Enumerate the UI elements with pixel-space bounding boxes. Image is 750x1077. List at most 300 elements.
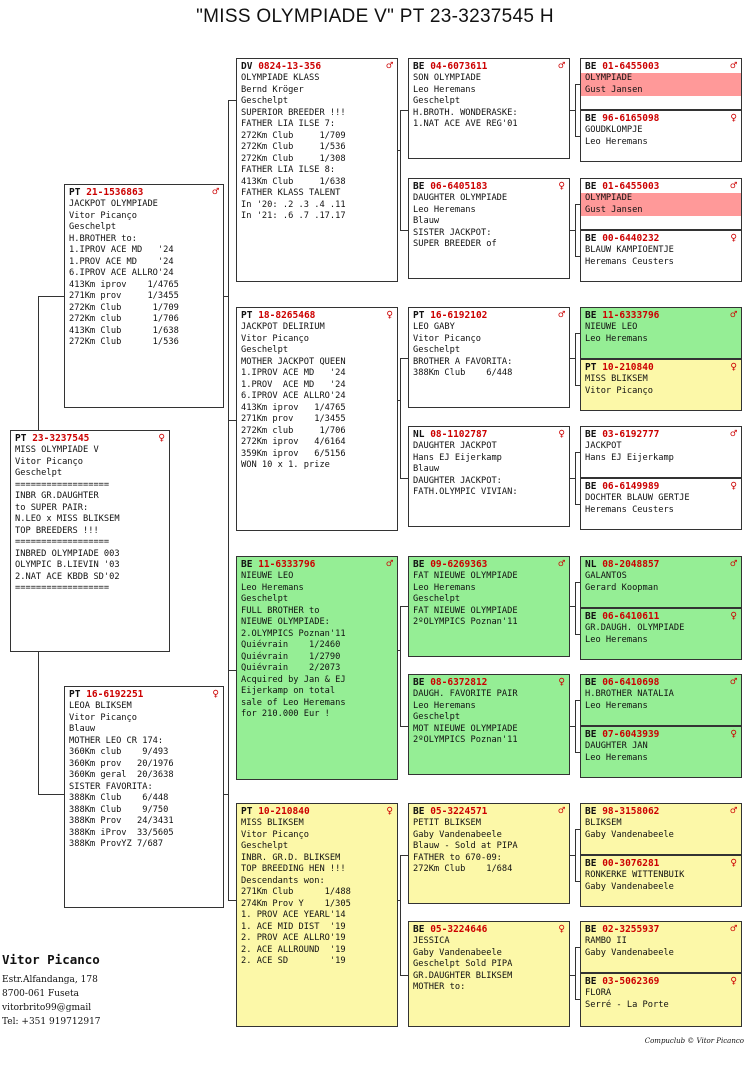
country-code: BE: [413, 805, 425, 817]
ring-number: [585, 806, 659, 817]
country-code: BE: [241, 558, 253, 570]
pigeon-name: LEO GABY: [413, 322, 455, 332]
pigeon-header: [585, 309, 737, 321]
connector-line: [570, 975, 575, 976]
connector-line: [228, 420, 236, 421]
female-icon: ♀: [558, 427, 565, 440]
ring-id: 23-3237545: [32, 432, 90, 444]
pigeon-info-line: SUPER BREEDER of: [413, 239, 497, 249]
connector-line: [228, 100, 229, 680]
pigeon-info-line: Leo Heremans: [413, 84, 476, 95]
pigeon-info-line: Eijerkamp on total: [241, 686, 336, 696]
pigeon-info-line: Bernd Kröger: [241, 84, 304, 95]
ring-number: [15, 433, 89, 444]
pigeon-info-line: 388Km Prov 24/3431: [69, 816, 174, 826]
pigeon-info-line: 272Km iprov 4/6164: [241, 437, 346, 447]
pigeon-info-line: 272Km Club 1/308: [241, 153, 346, 164]
connector-line: [38, 296, 64, 297]
pigeon-card-p23: [580, 478, 742, 530]
pigeon-info-line: Vitor Picanço: [413, 333, 481, 344]
connector-line: [570, 358, 575, 359]
pigeon-header: [413, 805, 565, 817]
ring-id: 05-3224571: [430, 805, 488, 817]
pigeon-name: RAMBO II: [585, 936, 627, 946]
pigeon-name: NIEUWE LEO: [241, 571, 294, 581]
connector-line: [400, 855, 408, 856]
connector-line: [575, 634, 580, 635]
pigeon-info-line: 274Km Prov Y 1/305: [241, 898, 351, 909]
pigeon-card-p10: [408, 307, 570, 408]
pigeon-name: OLYMPIADE: [581, 193, 741, 205]
pigeon-info-line: Leo Heremans: [585, 136, 648, 147]
pigeon-info-line: 1.IPROV ACE MD '24: [69, 245, 174, 255]
connector-line: [398, 650, 400, 651]
connector-line: [400, 358, 401, 478]
pigeon-info-line: 388Km Club 6/448: [69, 793, 169, 803]
connector-line: [575, 999, 580, 1000]
pigeon-info-line: Quiévrain 2/2073: [241, 663, 341, 673]
ring-id: 18-8265468: [258, 309, 316, 321]
pigeon-name: JESSICA: [413, 936, 450, 946]
ring-number: [69, 187, 143, 198]
connector-line: [400, 975, 408, 976]
male-icon: ♂: [558, 59, 565, 72]
country-code: BE: [585, 60, 597, 72]
female-icon: ♀: [730, 609, 737, 622]
pigeon-info-line: 1.NAT ACE AVE REG'01: [413, 119, 518, 129]
pigeon-info-line: 413Km Club 1/638: [241, 176, 346, 187]
pigeon-info-line: Hans EJ Eijerkamp: [585, 452, 674, 463]
connector-line: [575, 136, 580, 137]
pigeon-header: [585, 112, 737, 124]
connector-line: [224, 296, 228, 297]
connector-line: [400, 478, 408, 479]
connector-line: [400, 230, 408, 231]
connector-line: [575, 256, 580, 257]
female-icon: ♀: [212, 687, 219, 700]
pigeon-header: [241, 60, 393, 72]
pigeon-info-line: 388Km Club 9/750: [69, 804, 169, 815]
pigeon-header: [585, 558, 737, 570]
connector-line: [398, 900, 400, 901]
country-code: BE: [413, 923, 425, 935]
country-code: BE: [413, 60, 425, 72]
connector-line: [575, 204, 580, 205]
pigeon-card-p2: [64, 184, 224, 408]
pigeon-card-p11: [408, 426, 570, 527]
pigeon-card-p6: [236, 556, 398, 780]
connector-line: [575, 881, 580, 882]
pigeon-info-line: Leo Heremans: [413, 700, 476, 711]
credit-text: Compuclub © Vitor Picanco: [644, 1037, 744, 1045]
connector-line: [400, 110, 401, 230]
pigeon-info-line: MOTHER to:: [413, 982, 466, 992]
connector-line: [575, 947, 576, 999]
male-icon: ♂: [212, 185, 219, 198]
ring-id: 16-6192251: [86, 688, 144, 700]
pigeon-card-p4: [236, 58, 398, 282]
country-code: BE: [413, 676, 425, 688]
ring-id: 11-6333796: [602, 309, 660, 321]
pigeon-card-p20: [580, 307, 742, 359]
male-icon: ♂: [386, 59, 393, 72]
connector-line: [228, 670, 236, 671]
pigeon-header: [585, 232, 737, 244]
pigeon-name: JACKPOT: [585, 441, 622, 451]
pigeon-info-line: 272Km Club 1/684: [413, 864, 513, 874]
pigeon-info-line: Vitor Picanço: [585, 385, 653, 396]
pigeon-info-line: Geschelpt Sold PIPA: [413, 959, 513, 969]
country-code: BE: [585, 180, 597, 192]
country-code: PT: [241, 309, 253, 321]
ring-number: [413, 806, 487, 817]
ring-number: [413, 310, 487, 321]
ring-number: [241, 806, 310, 817]
pigeon-info-line: ==================: [15, 583, 110, 593]
pigeon-info-line: Descendants won:: [241, 875, 325, 886]
pigeon-info-line: INBR. GR.D. BLIKSEM: [241, 852, 341, 863]
pigeon-info-line: INBR GR.DAUGHTER: [15, 491, 99, 501]
country-code: BE: [585, 610, 597, 622]
pigeon-header: [585, 60, 737, 72]
pigeon-info-line: FATHER LIA ILSE 8:: [241, 165, 336, 175]
ring-id: 00-6440232: [602, 232, 660, 244]
pigeon-name: BLAUW KAMPIOENTJE: [585, 245, 674, 255]
pigeon-info-line: sale of Leo Heremans: [241, 697, 346, 708]
pigeon-header: [585, 728, 737, 740]
pigeon-info-line: Gust Jansen: [581, 85, 741, 97]
pigeon-card-p21: [580, 359, 742, 411]
male-icon: ♂: [730, 59, 737, 72]
female-icon: ♀: [558, 675, 565, 688]
country-code: BE: [413, 180, 425, 192]
country-code: BE: [585, 923, 597, 935]
pigeon-info-line: FATHER LIA ILSE 7:: [241, 119, 336, 129]
pigeon-info-line: Geschelpt: [241, 96, 289, 106]
page-title: "MISS OLYMPIADE V" PT 23-3237545 H: [196, 6, 554, 27]
pigeon-header: [241, 805, 393, 817]
pigeon-info-line: Quiévrain 1/2460: [241, 640, 341, 650]
pigeon-header: [413, 676, 565, 688]
pigeon-name: OLYMPIADE: [581, 73, 741, 85]
ring-number: [585, 924, 659, 935]
connector-line: [575, 582, 576, 634]
ring-id: 08-1102787: [430, 428, 488, 440]
ring-number: [413, 61, 487, 72]
pigeon-header: [413, 428, 565, 440]
connector-line: [575, 752, 580, 753]
pigeon-info-line: 1.PROV ACE MD '24: [69, 256, 174, 267]
ring-number: [585, 113, 659, 124]
country-code: BE: [585, 428, 597, 440]
pigeon-info-line: In '21: .6 .7 .17.17: [241, 211, 346, 221]
ring-number: [241, 559, 315, 570]
pigeon-header: [585, 676, 737, 688]
ring-number: [585, 858, 659, 869]
pigeon-name: FLORA: [585, 988, 612, 998]
connector-line: [575, 829, 580, 830]
pigeon-name: MISS BLIKSEM: [241, 818, 304, 828]
ring-id: 06-6410698: [602, 676, 660, 688]
female-icon: ♀: [730, 231, 737, 244]
pigeon-info-line: 2. ACE SD '19: [241, 956, 346, 966]
connector-line: [570, 606, 575, 607]
pigeon-name: DAUGHTER JACKPOT: [413, 441, 497, 451]
ring-number: [585, 310, 659, 321]
connector-line: [575, 452, 580, 453]
pigeon-card-p25: [580, 608, 742, 660]
pigeon-header: [241, 558, 393, 570]
ring-id: 04-6073611: [430, 60, 488, 72]
pigeon-info-line: Geschelpt: [413, 345, 461, 355]
country-code: BE: [585, 805, 597, 817]
pigeon-info-line: Vitor Picanço: [241, 333, 309, 344]
pigeon-info-line: FATHER KLASS TALENT: [241, 188, 341, 198]
pigeon-info-line: Leo Heremans: [585, 700, 648, 711]
ring-number: [241, 310, 315, 321]
pigeon-info-line: 272Km Club 1/709: [69, 302, 179, 313]
pigeon-card-p27: [580, 726, 742, 778]
pigeon-header: [585, 975, 737, 987]
pigeon-name: JACKPOT DELIRIUM: [241, 322, 325, 332]
female-icon: ♀: [730, 727, 737, 740]
pigeon-info-line: Gaby Vandenabeele: [585, 829, 674, 840]
pigeon-info-line: 2.OLYMPICS Poznan'11: [241, 628, 346, 639]
male-icon: ♂: [730, 804, 737, 817]
country-code: PT: [69, 186, 81, 198]
ring-number: [585, 677, 659, 688]
female-icon: ♀: [730, 111, 737, 124]
pigeon-info-line: 360Km club 9/493: [69, 747, 169, 757]
pigeon-info-line: DAUGHTER JACKPOT:: [413, 475, 502, 486]
ring-id: 11-6333796: [258, 558, 316, 570]
ring-number: [585, 362, 654, 373]
pigeon-card-p26: [580, 674, 742, 726]
ring-id: 09-6269363: [430, 558, 488, 570]
pigeon-name: NIEUWE LEO: [585, 322, 638, 332]
pigeon-info-line: 360Km geral 20/3638: [69, 770, 174, 780]
pigeon-info-line: Gaby Vandenabeele: [413, 829, 502, 840]
ring-number: [585, 481, 659, 492]
connector-line: [400, 855, 401, 975]
country-code: BE: [585, 975, 597, 987]
connector-line: [575, 504, 580, 505]
pigeon-info-line: FATH.OLYMPIC VIVIAN:: [413, 487, 518, 497]
pigeon-info-line: 413Km iprov 1/4765: [69, 279, 179, 290]
country-code: BE: [413, 558, 425, 570]
pigeon-info-line: 272Km club 1/706: [241, 425, 346, 436]
pigeon-info-line: FULL BROTHER to: [241, 605, 320, 616]
connector-line: [570, 726, 575, 727]
connector-line: [398, 150, 400, 151]
pigeon-info-line: 272Km Club 1/709: [241, 130, 346, 141]
ring-id: 16-6192102: [430, 309, 488, 321]
ring-id: 98-3158062: [602, 805, 660, 817]
connector-line: [575, 452, 576, 504]
pigeon-header: [241, 309, 393, 321]
pigeon-card-p30: [580, 921, 742, 973]
male-icon: ♂: [730, 557, 737, 570]
pigeon-info-line: 6.IPROV ACE ALLRO'24: [241, 391, 346, 401]
ring-id: 03-6192777: [602, 428, 660, 440]
pigeon-name: OLYMPIADE KLASS: [241, 73, 320, 83]
pigeon-info-line: Geschelpt: [413, 712, 461, 722]
female-icon: ♀: [730, 856, 737, 869]
pigeon-name: GR.DAUGH. OLYMPIADE: [585, 623, 685, 633]
owner-info: [2, 952, 101, 1029]
pigeon-card-p24: [580, 556, 742, 608]
connector-line: [400, 726, 408, 727]
pigeon-header: [413, 60, 565, 72]
pigeon-info-line: 1. PROV ACE YEARL'14: [241, 910, 346, 920]
country-code: BE: [585, 480, 597, 492]
ring-id: 00-3076281: [602, 857, 660, 869]
female-icon: ♀: [558, 922, 565, 935]
connector-line: [398, 400, 400, 401]
connector-line: [400, 606, 401, 726]
pigeon-name: DAUGHTER JAN: [585, 741, 648, 751]
pigeon-header: [585, 428, 737, 440]
pigeon-header: [413, 923, 565, 935]
country-code: BE: [585, 309, 597, 321]
ring-number: [413, 429, 487, 440]
pigeon-info-line: 271Km Club 1/488: [241, 887, 351, 897]
pigeon-card-p28: [580, 803, 742, 855]
pigeon-header: [585, 610, 737, 622]
pigeon-card-p12: [408, 556, 570, 657]
connector-line: [575, 700, 576, 752]
country-code: PT: [69, 688, 81, 700]
pigeon-info-line: Gaby Vandenabeele: [413, 947, 502, 958]
pigeon-name: DOCHTER BLAUW GERTJE: [585, 493, 690, 503]
pigeon-header: [15, 432, 165, 444]
country-code: PT: [585, 361, 597, 373]
ring-number: [585, 233, 659, 244]
pigeon-info-line: 413Km iprov 1/4765: [241, 402, 346, 413]
pigeon-card-p3: [64, 686, 224, 908]
ring-id: 07-6043939: [602, 728, 660, 740]
pigeon-info-line: GR.DAUGHTER BLIKSEM: [413, 970, 513, 981]
country-code: DV: [241, 60, 253, 72]
pigeon-card-p9: [408, 178, 570, 279]
pigeon-info-line: for 210.000 Eur !: [241, 709, 330, 719]
ring-id: 08-2048857: [602, 558, 660, 570]
connector-line: [575, 333, 576, 385]
pigeon-card-p18: [580, 178, 742, 230]
ring-id: 01-6455003: [602, 180, 660, 192]
connector-line: [400, 358, 408, 359]
pigeon-card-p13: [408, 674, 570, 775]
pigeon-card-p14: [408, 803, 570, 904]
female-icon: ♀: [730, 360, 737, 373]
ring-id: 21-1536863: [86, 186, 144, 198]
pigeon-info-line: 271Km prov 1/3455: [69, 291, 179, 301]
pigeon-info-line: FATHER to 670-09:: [413, 852, 502, 863]
pigeon-info-line: Heremans Ceusters: [585, 256, 674, 267]
pigeon-header: [585, 805, 737, 817]
male-icon: ♂: [730, 179, 737, 192]
female-icon: ♀: [386, 308, 393, 321]
male-icon: ♂: [730, 675, 737, 688]
pigeon-info-line: TOP BREEDERS !!!: [15, 525, 99, 536]
connector-line: [575, 84, 580, 85]
pigeon-header: [585, 480, 737, 492]
pigeon-card-p19: [580, 230, 742, 282]
pigeon-info-line: Blauw: [413, 464, 440, 474]
pigeon-info-line: Geschelpt: [241, 345, 289, 355]
connector-line: [228, 900, 236, 901]
pigeon-info-line: ==================: [15, 537, 110, 547]
pigeon-info-line: Geschelpt: [15, 468, 63, 478]
pigeon-header: [585, 857, 737, 869]
pigeon-info-line: NIEUWE OLYMPIADE:: [241, 617, 330, 627]
pigeon-card-p7: [236, 803, 398, 1027]
pigeon-info-line: In '20: .2 .3 .4 .11: [241, 199, 346, 210]
pigeon-info-line: SISTER JACKPOT:: [413, 227, 492, 238]
pigeon-info-line: Vitor Picanço: [15, 456, 83, 467]
pigeon-name: GOUDKLOMPJE: [585, 125, 643, 135]
pigeon-info-line: WON 10 x 1. prize: [241, 460, 330, 470]
pigeon-info-line: to SUPER PAIR:: [15, 502, 89, 513]
connector-line: [228, 100, 236, 101]
female-icon: ♀: [386, 804, 393, 817]
male-icon: ♂: [558, 804, 565, 817]
country-code: BE: [585, 676, 597, 688]
pigeon-info-line: 1.PROV ACE MD '24: [241, 379, 346, 390]
country-code: BE: [585, 728, 597, 740]
country-code: BE: [585, 112, 597, 124]
ring-number: [585, 181, 659, 192]
pigeon-info-line: N.LEO x MISS BLIKSEM: [15, 514, 120, 524]
pigeon-name: SON OLYMPIADE: [413, 73, 481, 83]
connector-line: [575, 582, 580, 583]
connector-line: [38, 794, 64, 795]
pigeon-info-line: Gaby Vandenabeele: [585, 881, 674, 892]
pigeon-card-p17: [580, 110, 742, 162]
pigeon-info-line: Leo Heremans: [585, 752, 648, 763]
pigeon-info-line: 360Km prov 20/1976: [69, 758, 174, 769]
male-icon: ♂: [558, 308, 565, 321]
pigeon-info-line: 388Km iProv 33/5605: [69, 827, 174, 838]
pigeon-info-line: Leo Heremans: [413, 204, 476, 215]
ring-number: [585, 61, 659, 72]
connector-line: [570, 230, 575, 231]
pigeon-info-line: Blauw: [69, 724, 96, 734]
pigeon-info-line: Gust Jansen: [581, 205, 741, 217]
pigeon-info-line: Blauw - Sold at PIPA: [413, 841, 518, 851]
ring-id: 01-6455003: [602, 60, 660, 72]
female-icon: ♀: [730, 479, 737, 492]
pigeon-info-line: Quiévrain 1/2790: [241, 651, 341, 662]
pigeon-header: [413, 309, 565, 321]
ring-number: [413, 181, 487, 192]
pigeon-info-line: BROTHER A FAVORITA:: [413, 356, 513, 367]
pigeon-header: [413, 558, 565, 570]
pigeon-header: [585, 180, 737, 192]
pigeon-header: [585, 923, 737, 935]
pigeon-info-line: MOT NIEUWE OLYMPIADE: [413, 723, 518, 734]
ring-number: [585, 611, 659, 622]
pigeon-card-p8: [408, 58, 570, 159]
male-icon: ♂: [730, 308, 737, 321]
pigeon-info-line: Geschelpt: [69, 222, 117, 232]
pigeon-card-p29: [580, 855, 742, 907]
pigeon-info-line: SISTER FAVORITA:: [69, 781, 153, 792]
pigeon-card-p22: [580, 426, 742, 478]
pigeon-info-line: H.BROTH. WONDERASKE:: [413, 107, 518, 118]
pigeon-info-line: 1.IPROV ACE MD '24: [241, 368, 346, 378]
pigeon-info-line: INBRED OLYMPIADE 003: [15, 548, 120, 559]
